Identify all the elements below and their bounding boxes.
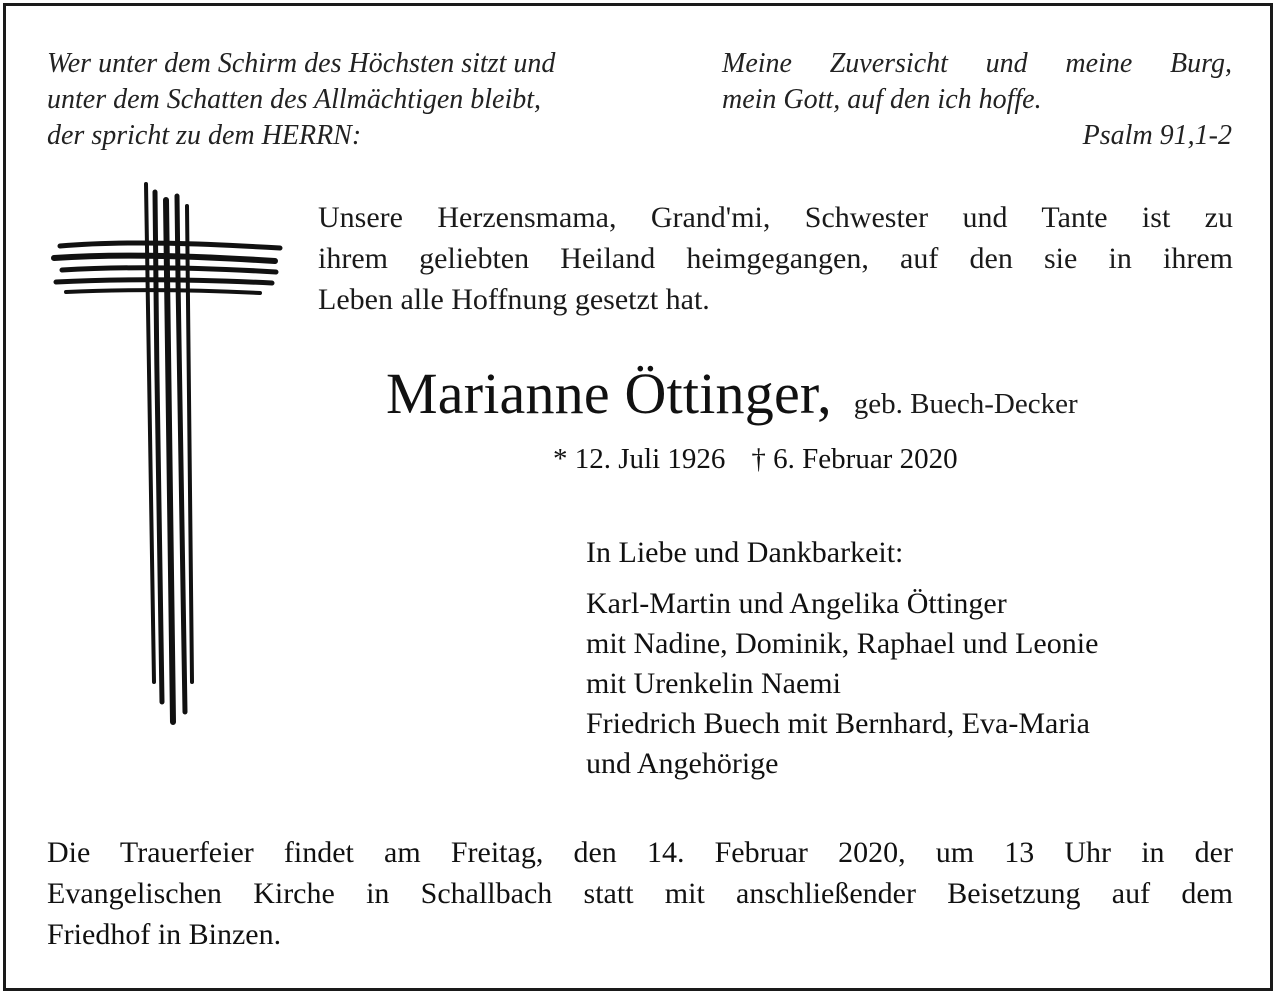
intro-line: Leben alle Hoffnung gesetzt hat. bbox=[318, 283, 710, 316]
bible-verse-left bbox=[47, 46, 687, 154]
thanks-heading: In Liebe und Dankbarkeit: bbox=[586, 536, 904, 569]
verse-reference: Psalm 91,1-2 bbox=[1082, 120, 1232, 151]
family-list bbox=[586, 584, 1098, 784]
funeral-service-info bbox=[47, 832, 1233, 955]
deceased-name-block bbox=[386, 360, 1078, 428]
family-line: Karl-Martin und Angelika Öttinger bbox=[586, 587, 1007, 620]
death-date: † 6. Februar 2020 bbox=[751, 443, 958, 475]
verse-line: der spricht zu dem HERRN: bbox=[47, 120, 362, 151]
maiden-name: geb. Buech-Decker bbox=[853, 388, 1078, 420]
family-line: und Angehörige bbox=[586, 747, 779, 780]
bible-verse-right bbox=[722, 46, 1232, 154]
deceased-name: Marianne Öttinger, bbox=[386, 361, 832, 426]
verse-line: Wer unter dem Schirm des Höchsten sitzt und bbox=[47, 48, 556, 79]
intro-line: Unsere Herzensmama, Grand'mi, Schwester und Tante ist zu bbox=[318, 201, 1233, 234]
cross-icon bbox=[50, 182, 285, 727]
intro-text bbox=[318, 197, 1233, 320]
service-line: Evangelischen Kirche in Schallbach statt mit anschließender Beisetzung auf dem bbox=[47, 877, 1233, 910]
intro-line: ihrem geliebten Heiland heimgegangen, auf den sie in ihrem bbox=[318, 242, 1233, 275]
life-dates bbox=[553, 440, 958, 478]
verse-line: unter dem Schatten des Allmächtigen bleibt, bbox=[47, 84, 542, 115]
family-line: mit Nadine, Dominik, Raphael und Leonie bbox=[586, 627, 1099, 660]
family-line: Friedrich Buech mit Bernhard, Eva-Maria bbox=[586, 707, 1090, 740]
verse-line: Meine Zuversicht und meine Burg, bbox=[722, 48, 1232, 79]
birth-date: * 12. Juli 1926 bbox=[553, 443, 726, 475]
family-line: mit Urenkelin Naemi bbox=[586, 667, 841, 700]
verse-line: mein Gott, auf den ich hoffe. bbox=[722, 84, 1042, 115]
service-line: Friedhof in Binzen. bbox=[47, 918, 282, 951]
service-line: Die Trauerfeier findet am Freitag, den 14. Februar 2020, um 13 Uhr in der bbox=[47, 836, 1233, 869]
